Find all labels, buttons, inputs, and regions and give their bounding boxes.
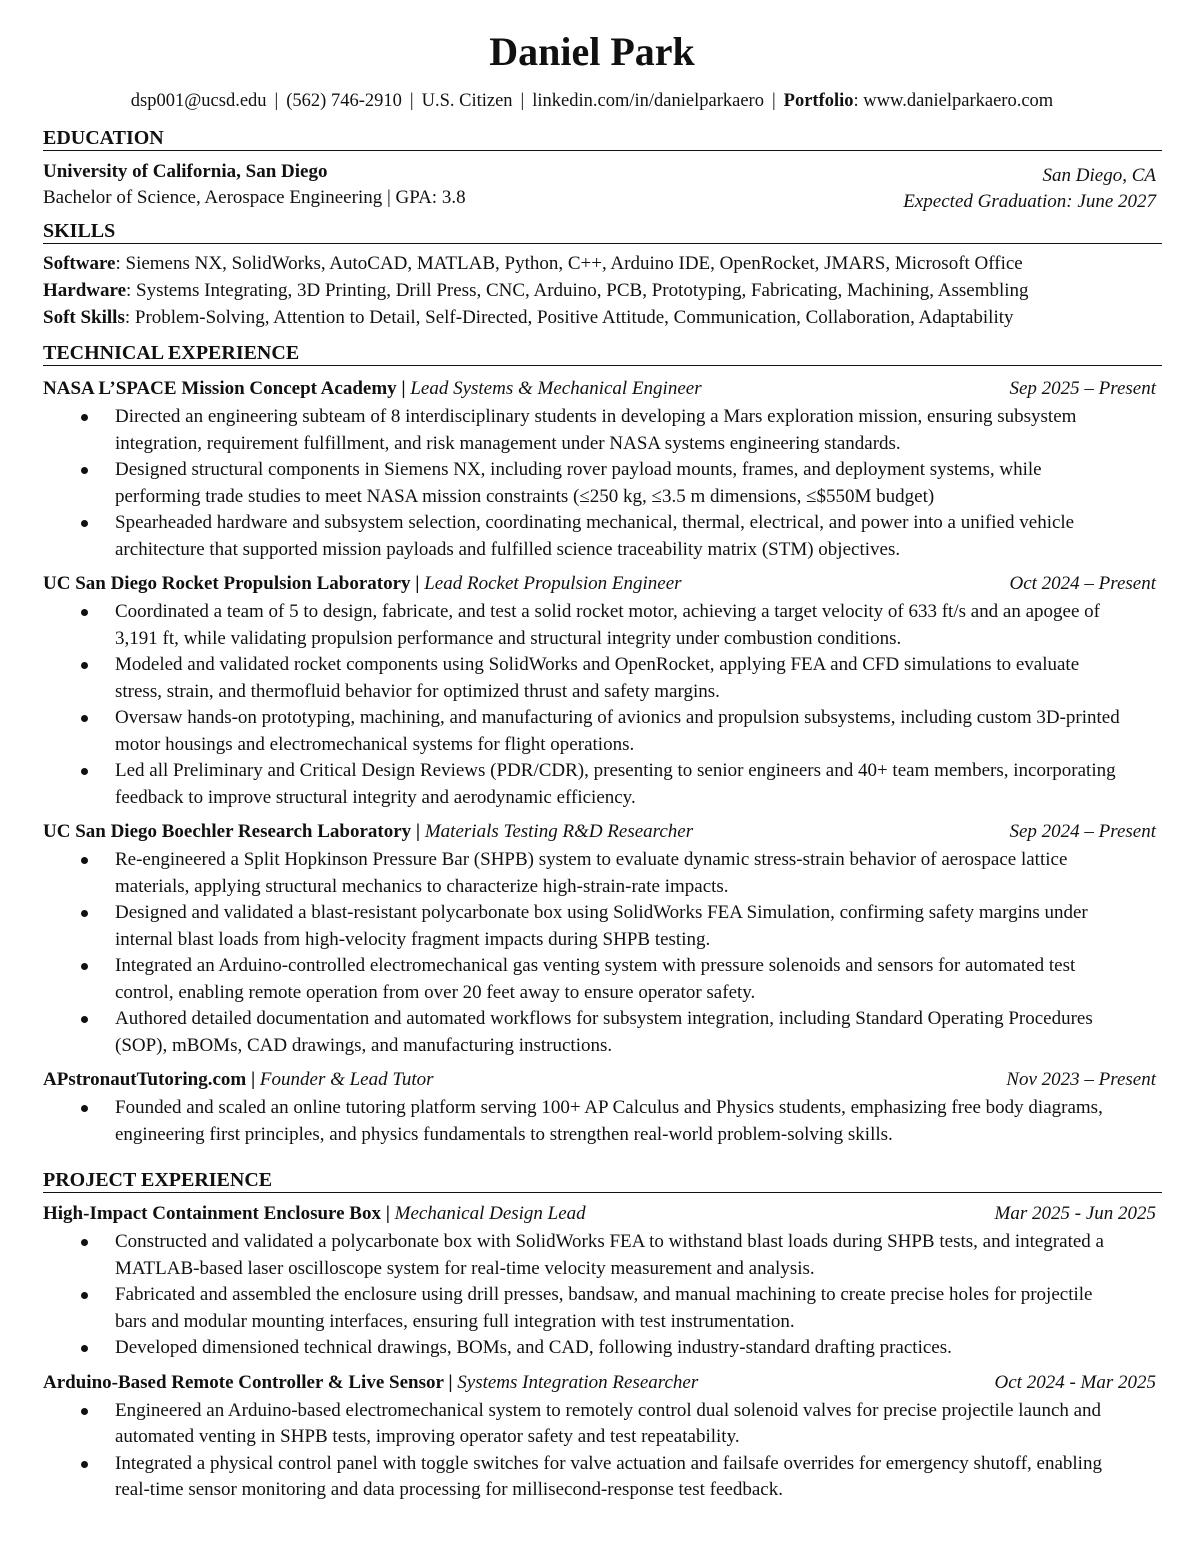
degree-info: Bachelor of Science, Aerospace Engineering | GPA: 3.8 bbox=[43, 187, 466, 208]
role: Mechanical Design Lead bbox=[394, 1203, 586, 1224]
organization: UC San Diego Rocket Propulsion Laboratory | bbox=[43, 573, 420, 594]
role: Systems Integration Researcher bbox=[457, 1371, 699, 1393]
role: Founder & Lead Tutor bbox=[259, 1069, 434, 1090]
skill-value: : Siemens NX, SolidWorks, AutoCAD, MATLAB, Python, C++, Arduino IDE, OpenRocket, JMARS, Microsoft Office bbox=[115, 253, 1023, 274]
skill-line bbox=[43, 277, 1156, 304]
date-range: Oct 2024 – Present bbox=[1009, 573, 1156, 594]
list-item: Directed an engineering subteam of 8 interdisciplinary students in developing a Mars exploration mission, ensuring subsystem integration, requirement fulfillment, and risk management under NASA systems engineering standards. bbox=[115, 404, 1156, 457]
organization: NASA L’SPACE Mission Concept Academy | bbox=[43, 378, 406, 399]
list-item: Spearheaded hardware and subsystem selection, coordinating mechanical, thermal, electrical, and power into a unified vehicle architecture that supported mission payloads and fulfilled science traceability matrix (STM) objectives. bbox=[115, 510, 1156, 563]
separator: | bbox=[771, 91, 776, 111]
portfolio-link[interactable]: : www.danielparkaero.com bbox=[853, 91, 1054, 111]
experience-entry bbox=[43, 1067, 1156, 1148]
list-item: Designed and validated a blast-resistant polycarbonate box using SolidWorks FEA Simulation, confirming safety margins under internal blast loads from high-velocity fragment impacts during SHPB testing. bbox=[115, 900, 1156, 953]
date-range: Mar 2025 - Jun 2025 bbox=[994, 1203, 1156, 1224]
candidate-name: Daniel Park bbox=[489, 29, 695, 74]
section-title-technical: TECHNICAL EXPERIENCE bbox=[43, 341, 1162, 366]
role: Lead Rocket Propulsion Engineer bbox=[424, 573, 682, 594]
list-item: Integrated an Arduino-controlled electromechanical gas venting system with pressure solenoids and sensors for automated test control, enabling remote operation from over 20 feet away to ensure operator safety. bbox=[115, 953, 1156, 1006]
citizenship: U.S. Citizen bbox=[421, 91, 513, 111]
skills-list bbox=[43, 250, 1156, 331]
list-item: Led all Preliminary and Critical Design Reviews (PDR/CDR), presenting to senior engineers and 40+ team members, incorporating feedback to improve structural integrity and aerodynamic efficiency. bbox=[115, 758, 1156, 811]
skill-label: Software bbox=[43, 253, 116, 274]
separator: | bbox=[274, 91, 279, 111]
experience-entry bbox=[43, 819, 1156, 1059]
portfolio-label: Portfolio bbox=[783, 91, 854, 111]
list-item: Modeled and validated rocket components using SolidWorks and OpenRocket, applying FEA and CFD simulations to evaluate stress, strain, and thermofluid behavior for optimized thrust and safety margins. bbox=[115, 652, 1156, 705]
skill-line bbox=[43, 250, 1156, 277]
list-item: Coordinated a team of 5 to design, fabricate, and test a solid rocket motor, achieving a target velocity of 633 ft/s and an apogee of 3,191 ft, while validating propulsion performance and structural integrity under combustion conditions. bbox=[115, 599, 1156, 652]
role: Materials Testing R&D Researcher bbox=[424, 821, 694, 842]
school-name: University of California, San Diego bbox=[43, 161, 328, 182]
phone-number: (562) 746-2910 bbox=[286, 91, 402, 111]
school-location: San Diego, CA bbox=[1042, 165, 1156, 186]
list-item: Integrated a physical control panel with toggle switches for valve actuation and failsafe overrides for emergency shutoff, enabling real-time sensor monitoring and data processing for millisecond-response test feedback. bbox=[115, 1451, 1156, 1504]
skill-line bbox=[43, 304, 1156, 331]
list-item: Constructed and validated a polycarbonate box with SolidWorks FEA to withstand blast loads during SHPB tests, and integrated a MATLAB-based laser oscilloscope system for real-time velocity measurement and analysis. bbox=[115, 1229, 1156, 1282]
role: Lead Systems & Mechanical Engineer bbox=[410, 378, 702, 399]
separator: | bbox=[520, 91, 525, 111]
email-link[interactable]: dsp001@ucsd.edu bbox=[130, 91, 267, 111]
list-item: Oversaw hands-on prototyping, machining, and manufacturing of avionics and propulsion subsystems, including custom 3D-printed motor housings and electromechanical systems for flight operations. bbox=[115, 705, 1156, 758]
date-range: Sep 2025 – Present bbox=[1009, 378, 1156, 399]
project-experience-section bbox=[43, 1168, 1156, 1504]
skills-section bbox=[43, 219, 1156, 331]
list-item: Founded and scaled an online tutoring platform serving 100+ AP Calculus and Physics students, emphasizing free body diagrams, engineering first principles, and physics fundamentals to strengthen real-world problem-solving skills. bbox=[115, 1095, 1156, 1148]
technical-experience-section bbox=[43, 341, 1156, 1148]
section-title-education: EDUCATION bbox=[43, 126, 1162, 151]
skill-value: : Systems Integrating, 3D Printing, Drill Press, CNC, Arduino, PCB, Prototyping, Fabricating, Machining, Assembling bbox=[126, 280, 1029, 301]
list-item: Engineered an Arduino-based electromechanical system to remotely control dual solenoid valves for precise projectile launch and automated venting in SHPB tests, improving operator safety and test repeatability. bbox=[115, 1398, 1156, 1451]
project-name: Arduino-Based Remote Controller & Live Sensor | bbox=[43, 1371, 453, 1393]
organization: UC San Diego Boechler Research Laboratory | bbox=[43, 821, 421, 842]
section-title-skills: SKILLS bbox=[43, 219, 1162, 244]
project-entry bbox=[43, 1201, 1156, 1362]
list-item: Authored detailed documentation and automated workflows for subsystem integration, including Standard Operating Procedures (SOP), mBOMs, CAD drawings, and manufacturing instructions. bbox=[115, 1006, 1156, 1059]
project-name: High-Impact Containment Enclosure Box | bbox=[43, 1203, 390, 1224]
project-entry bbox=[43, 1370, 1156, 1504]
organization: APstronautTutoring.com | bbox=[43, 1069, 256, 1090]
list-item: Fabricated and assembled the enclosure using drill presses, bandsaw, and manual machining to create precise holes for projectile bars and modular mounting interfaces, ensuring full integration with test instrumentation. bbox=[115, 1282, 1156, 1335]
date-range: Oct 2024 - Mar 2025 bbox=[994, 1371, 1156, 1393]
experience-entry bbox=[43, 571, 1156, 811]
list-item: Re-engineered a Split Hopkinson Pressure Bar (SHPB) system to evaluate dynamic stress-strain behavior of aerospace lattice materials, applying structural mechanics to characterize high-strain-rate impacts. bbox=[115, 847, 1156, 900]
skill-label: Hardware bbox=[43, 280, 127, 301]
education-entry bbox=[43, 159, 1156, 215]
education-section bbox=[43, 126, 1156, 215]
graduation-date: Expected Graduation: June 2027 bbox=[903, 191, 1156, 212]
separator: | bbox=[409, 91, 414, 111]
section-title-projects: PROJECT EXPERIENCE bbox=[43, 1168, 1162, 1193]
contact-line bbox=[28, 88, 1156, 114]
list-item: Developed dimensioned technical drawings, BOMs, and CAD, following industry-standard drafting practices. bbox=[115, 1335, 1156, 1362]
skill-label: Soft Skills bbox=[43, 307, 125, 328]
linkedin-link[interactable]: linkedin.com/in/danielparkaero bbox=[532, 91, 764, 111]
date-range: Nov 2023 – Present bbox=[1006, 1069, 1156, 1090]
date-range: Sep 2024 – Present bbox=[1009, 821, 1156, 842]
list-item: Designed structural components in Siemens NX, including rover payload mounts, frames, and deployment systems, while performing trade studies to meet NASA mission constraints (≤250 kg, ≤3.5 m dimensions, ≤$550M budget) bbox=[115, 457, 1156, 510]
skill-value: : Problem-Solving, Attention to Detail, Self-Directed, Positive Attitude, Communication, Collaboration, Adaptability bbox=[124, 307, 1014, 328]
experience-entry bbox=[43, 376, 1156, 563]
